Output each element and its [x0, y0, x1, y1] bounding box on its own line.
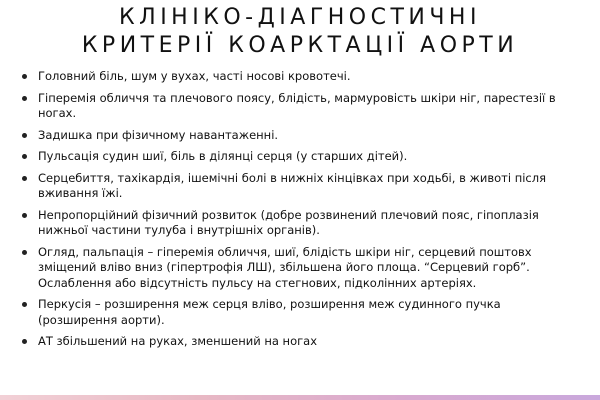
- bullet-item-5: [22, 171, 582, 202]
- bullet-text-9: АТ збільшений на руках, зменшений на ногах: [38, 334, 318, 348]
- slide-title-line-1: КЛІНІКО-ДІАГНОСТИЧНІ: [119, 5, 481, 30]
- bullet-item-7: [22, 245, 582, 292]
- bullet-text-3: Задишка при фізичному навантаженні.: [38, 127, 279, 142]
- bullet-item-4: [22, 149, 582, 165]
- bullet-text-6: Непропорційний фізичний розвиток (добре розвинений плечовий пояс, гіпоплазія нижньої частини тулуба і внутрішніх органів).: [38, 207, 539, 237]
- bullet-text-5: Серцебиття, тахікардія, ішемічні болі в нижніх кінцівках при ходьбі, в животі після вживання їжі.: [38, 170, 546, 200]
- bullet-dot-icon: [22, 250, 27, 255]
- bullet-item-9: [22, 334, 582, 350]
- bullet-item-6: [22, 208, 582, 239]
- bullet-item-1: [22, 69, 582, 85]
- bullet-dot-icon: [22, 339, 27, 344]
- bullet-text-1: Головний біль, шум у вухах, часті носові кровотечі.: [38, 69, 351, 83]
- bullet-dot-icon: [22, 213, 27, 218]
- bullet-item-8: [22, 297, 582, 328]
- bullet-item-3: [22, 128, 582, 144]
- slide-title: [0, 4, 600, 60]
- bullet-dot-icon: [22, 74, 27, 79]
- bullet-text-4: Пульсація судин шиї, біль в ділянці серця (у старших дітей).: [38, 149, 408, 163]
- bullet-list: [22, 69, 582, 356]
- decorative-bottom-bar: [0, 395, 600, 400]
- bullet-text-7: Огляд, пальпація – гіперемія обличчя, шиї, блідість шкіри ніг, серцевий поштовх зміщений вліво вниз (гіпертрофія ЛШ), збільшена його площа. “Серцевий горб”. Ослаблення або відсутність пульсу на стегнових, підколінних артеріях.: [38, 244, 532, 290]
- bullet-dot-icon: [22, 154, 27, 159]
- bullet-dot-icon: [22, 96, 27, 101]
- bullet-dot-icon: [22, 302, 27, 307]
- bullet-dot-icon: [22, 133, 27, 138]
- slide-title-line-2: КРИТЕРІЇ КОАРКТАЦІЇ АОРТИ: [81, 33, 519, 58]
- bullet-text-8: Перкусія – розширення меж серця вліво, розширення меж судинного пучка (розширення аорти).: [38, 297, 501, 327]
- bullet-text-2: Гіперемія обличчя та плечового поясу, блідість, мармуровість шкіри ніг, парестезії в ногах.: [38, 90, 556, 120]
- bullet-item-2: [22, 91, 582, 122]
- bullet-dot-icon: [22, 176, 27, 181]
